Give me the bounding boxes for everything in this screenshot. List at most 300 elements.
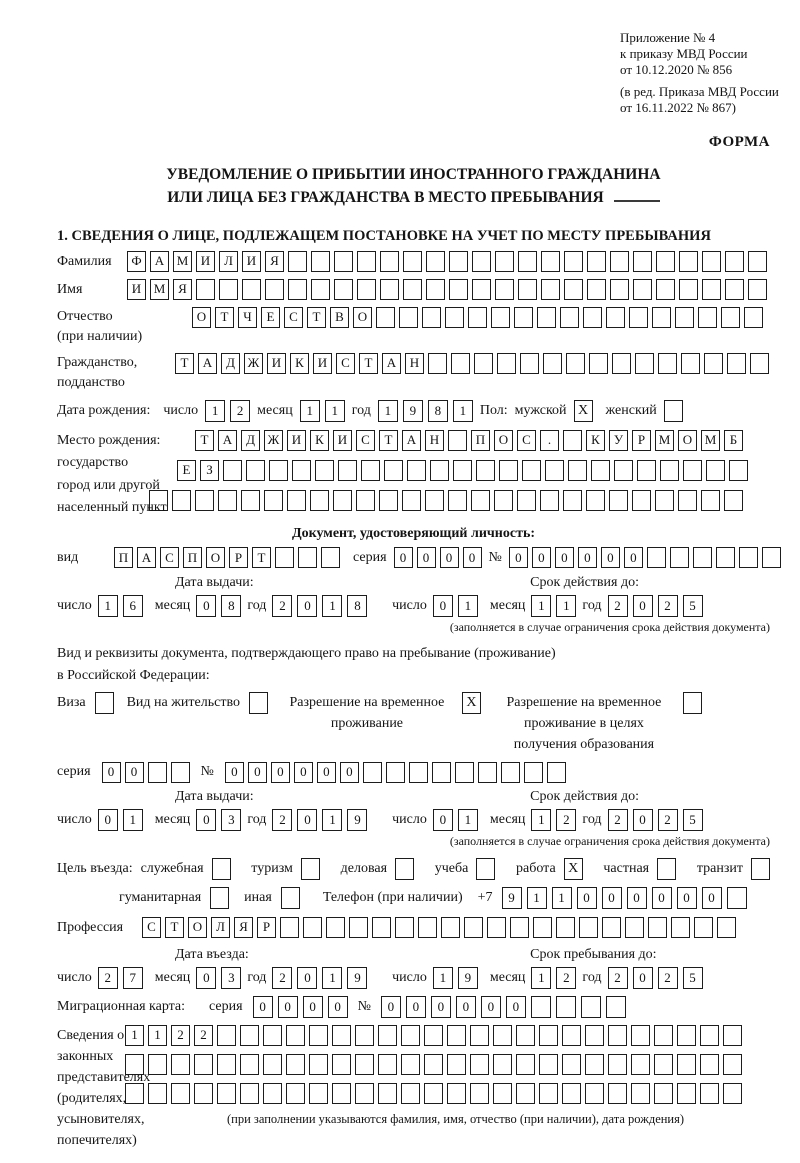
char-cell[interactable] [608,1083,627,1104]
char-cell[interactable]: 0 [481,996,501,1018]
char-cell[interactable]: Т [165,917,184,938]
char-cell[interactable]: К [310,430,329,451]
char-cell[interactable]: 9 [403,400,423,422]
char-cell[interactable] [280,917,299,938]
char-cell[interactable] [407,460,426,481]
char-cell[interactable]: 0 [102,762,121,783]
char-cell[interactable] [418,917,437,938]
char-cell[interactable] [355,1025,374,1046]
char-cell[interactable]: П [471,430,490,451]
char-cell[interactable] [441,917,460,938]
char-cell[interactable]: Т [175,353,194,374]
char-cell[interactable] [700,1083,719,1104]
char-cell[interactable]: 3 [221,967,241,989]
char-cell[interactable]: И [267,353,286,374]
char-cell[interactable]: Д [241,430,260,451]
char-cell[interactable] [581,996,601,1018]
char-cell[interactable] [587,251,606,272]
char-cell[interactable] [694,917,713,938]
char-cell[interactable]: 0 [633,595,653,617]
char-cell[interactable] [679,279,698,300]
char-cell[interactable]: О [188,917,207,938]
char-cell[interactable] [602,917,621,938]
char-cell[interactable] [585,1054,604,1075]
char-cell[interactable]: 0 [253,996,273,1018]
char-cell[interactable]: 0 [98,809,118,831]
char-cell[interactable] [355,1054,374,1075]
char-cell[interactable] [516,1054,535,1075]
char-cell[interactable] [723,1083,742,1104]
char-cell[interactable] [723,1025,742,1046]
char-cell[interactable]: 1 [458,595,478,617]
char-cell[interactable] [499,460,518,481]
char-cell[interactable]: М [150,279,169,300]
char-cell[interactable]: 1 [531,967,551,989]
char-cell[interactable] [591,460,610,481]
char-cell[interactable] [264,490,283,511]
char-cell[interactable] [568,460,587,481]
char-cell[interactable] [476,460,495,481]
char-cell[interactable] [288,279,307,300]
char-cell[interactable] [333,490,352,511]
char-cell[interactable] [562,1025,581,1046]
char-cell[interactable] [449,251,468,272]
char-cell[interactable]: 0 [317,762,336,783]
char-cell[interactable]: 0 [433,595,453,617]
char-cell[interactable] [470,1025,489,1046]
char-cell[interactable] [608,1054,627,1075]
char-cell[interactable] [357,279,376,300]
char-cell[interactable] [654,1025,673,1046]
char-cell[interactable]: 1 [322,967,342,989]
char-cell[interactable] [637,460,656,481]
char-cell[interactable] [424,1054,443,1075]
char-cell[interactable] [585,1083,604,1104]
char-cell[interactable]: 0 [294,762,313,783]
char-cell[interactable] [493,1083,512,1104]
char-cell[interactable]: 0 [578,547,597,568]
char-cell[interactable] [332,1054,351,1075]
char-cell[interactable]: 0 [297,595,317,617]
char-cell[interactable]: Н [425,430,444,451]
char-cell[interactable] [309,1083,328,1104]
char-cell[interactable]: Р [257,917,276,938]
char-cell[interactable] [217,1083,236,1104]
char-cell[interactable] [403,251,422,272]
char-cell[interactable] [700,1054,719,1075]
char-cell[interactable] [338,460,357,481]
char-cell[interactable]: 2 [658,967,678,989]
char-cell[interactable]: 0 [633,967,653,989]
char-cell[interactable] [380,279,399,300]
char-cell[interactable] [472,279,491,300]
char-cell[interactable] [288,251,307,272]
char-cell[interactable]: 2 [608,595,628,617]
char-cell[interactable] [501,762,520,783]
char-cell[interactable] [706,460,725,481]
char-cell[interactable]: 0 [406,996,426,1018]
char-cell[interactable] [453,460,472,481]
char-cell[interactable]: 3 [221,809,241,831]
char-cell[interactable] [702,279,721,300]
char-cell[interactable] [579,917,598,938]
char-cell[interactable]: 0 [196,595,216,617]
char-cell[interactable]: С [356,430,375,451]
char-cell[interactable] [384,460,403,481]
char-cell[interactable] [380,251,399,272]
char-cell[interactable] [379,490,398,511]
char-cell[interactable]: Т [195,430,214,451]
char-cell[interactable] [564,279,583,300]
char-cell[interactable]: 2 [608,967,628,989]
char-cell[interactable] [148,762,167,783]
char-cell[interactable] [315,460,334,481]
char-cell[interactable] [723,1054,742,1075]
char-cell[interactable]: 1 [98,595,118,617]
char-cell[interactable]: Р [229,547,248,568]
char-cell[interactable]: 9 [502,887,522,909]
char-cell[interactable]: 2 [230,400,250,422]
char-cell[interactable] [729,460,748,481]
char-cell[interactable]: 5 [683,809,703,831]
char-cell[interactable] [656,279,675,300]
char-cell[interactable]: Е [177,460,196,481]
education-residence-checkbox[interactable] [683,692,702,714]
char-cell[interactable] [748,279,767,300]
char-cell[interactable] [518,279,537,300]
char-cell[interactable]: П [183,547,202,568]
char-cell[interactable]: 0 [340,762,359,783]
char-cell[interactable]: 0 [652,887,672,909]
char-cell[interactable] [395,917,414,938]
char-cell[interactable]: О [353,307,372,328]
char-cell[interactable] [246,460,265,481]
char-cell[interactable]: 0 [463,547,482,568]
char-cell[interactable] [541,279,560,300]
char-cell[interactable] [648,917,667,938]
char-cell[interactable]: 0 [431,996,451,1018]
char-cell[interactable]: 1 [125,1025,144,1046]
char-cell[interactable] [493,1054,512,1075]
char-cell[interactable] [148,1054,167,1075]
char-cell[interactable] [563,490,582,511]
char-cell[interactable] [472,251,491,272]
char-cell[interactable]: И [333,430,352,451]
char-cell[interactable]: А [137,547,156,568]
char-cell[interactable]: 8 [428,400,448,422]
char-cell[interactable] [539,1083,558,1104]
char-cell[interactable] [610,251,629,272]
char-cell[interactable] [148,1083,167,1104]
char-cell[interactable]: 8 [347,595,367,617]
char-cell[interactable] [449,279,468,300]
char-cell[interactable]: Р [632,430,651,451]
char-cell[interactable] [287,490,306,511]
char-cell[interactable] [725,279,744,300]
char-cell[interactable]: 1 [531,595,551,617]
char-cell[interactable] [409,762,428,783]
char-cell[interactable] [545,460,564,481]
char-cell[interactable]: 1 [148,1025,167,1046]
char-cell[interactable] [721,307,740,328]
char-cell[interactable] [447,1025,466,1046]
char-cell[interactable]: 2 [194,1025,213,1046]
char-cell[interactable] [633,251,652,272]
char-cell[interactable]: 2 [272,967,292,989]
char-cell[interactable] [677,1083,696,1104]
char-cell[interactable]: 2 [272,595,292,617]
char-cell[interactable]: 0 [303,996,323,1018]
purpose-humanitarian-checkbox[interactable] [210,887,229,909]
visa-checkbox[interactable] [95,692,114,714]
char-cell[interactable]: Т [215,307,234,328]
purpose-private-checkbox[interactable] [657,858,676,880]
char-cell[interactable]: М [655,430,674,451]
char-cell[interactable] [702,251,721,272]
char-cell[interactable]: И [287,430,306,451]
char-cell[interactable] [349,917,368,938]
char-cell[interactable]: 1 [453,400,473,422]
char-cell[interactable] [311,279,330,300]
char-cell[interactable]: С [142,917,161,938]
char-cell[interactable] [195,490,214,511]
char-cell[interactable] [448,430,467,451]
char-cell[interactable] [660,460,679,481]
char-cell[interactable]: Л [219,251,238,272]
char-cell[interactable] [355,1083,374,1104]
char-cell[interactable] [402,490,421,511]
char-cell[interactable] [422,307,441,328]
char-cell[interactable]: 1 [325,400,345,422]
char-cell[interactable]: 1 [322,595,342,617]
char-cell[interactable]: В [330,307,349,328]
char-cell[interactable] [541,251,560,272]
char-cell[interactable] [386,762,405,783]
char-cell[interactable]: З [200,460,219,481]
char-cell[interactable] [725,251,744,272]
char-cell[interactable]: 2 [98,967,118,989]
purpose-other-checkbox[interactable] [281,887,300,909]
char-cell[interactable]: 0 [440,547,459,568]
char-cell[interactable] [447,1083,466,1104]
char-cell[interactable]: 1 [458,809,478,831]
char-cell[interactable] [218,490,237,511]
char-cell[interactable] [310,490,329,511]
char-cell[interactable] [585,1025,604,1046]
char-cell[interactable]: 1 [552,887,572,909]
char-cell[interactable] [681,353,700,374]
residence-permit-checkbox[interactable] [249,692,268,714]
char-cell[interactable] [321,547,340,568]
char-cell[interactable] [701,490,720,511]
char-cell[interactable] [432,762,451,783]
char-cell[interactable]: 6 [123,595,143,617]
char-cell[interactable] [309,1025,328,1046]
char-cell[interactable]: 0 [456,996,476,1018]
char-cell[interactable]: Е [261,307,280,328]
char-cell[interactable] [401,1025,420,1046]
char-cell[interactable]: 8 [221,595,241,617]
char-cell[interactable] [654,1054,673,1075]
char-cell[interactable] [748,251,767,272]
char-cell[interactable] [652,307,671,328]
char-cell[interactable]: 1 [322,809,342,831]
char-cell[interactable] [727,887,747,909]
char-cell[interactable] [309,1054,328,1075]
char-cell[interactable] [675,307,694,328]
char-cell[interactable] [606,307,625,328]
char-cell[interactable] [334,279,353,300]
char-cell[interactable] [658,353,677,374]
char-cell[interactable]: Н [405,353,424,374]
char-cell[interactable] [430,460,449,481]
char-cell[interactable] [265,279,284,300]
char-cell[interactable] [241,490,260,511]
char-cell[interactable] [608,1025,627,1046]
char-cell[interactable] [471,490,490,511]
char-cell[interactable] [286,1054,305,1075]
char-cell[interactable] [516,1025,535,1046]
char-cell[interactable]: 0 [702,887,722,909]
char-cell[interactable] [470,1083,489,1104]
char-cell[interactable]: 9 [347,809,367,831]
char-cell[interactable]: 0 [125,762,144,783]
char-cell[interactable]: М [701,430,720,451]
char-cell[interactable] [583,307,602,328]
purpose-work-checkbox[interactable]: X [564,858,583,880]
char-cell[interactable] [556,917,575,938]
char-cell[interactable] [376,307,395,328]
char-cell[interactable] [683,460,702,481]
char-cell[interactable] [451,353,470,374]
char-cell[interactable] [448,490,467,511]
char-cell[interactable] [401,1054,420,1075]
char-cell[interactable] [589,353,608,374]
char-cell[interactable]: Б [724,430,743,451]
char-cell[interactable] [378,1083,397,1104]
char-cell[interactable] [495,251,514,272]
char-cell[interactable] [739,547,758,568]
char-cell[interactable] [677,1025,696,1046]
char-cell[interactable]: 0 [225,762,244,783]
char-cell[interactable] [654,1083,673,1104]
char-cell[interactable] [447,1054,466,1075]
char-cell[interactable] [263,1054,282,1075]
char-cell[interactable]: И [242,251,261,272]
char-cell[interactable] [455,762,474,783]
purpose-official-checkbox[interactable] [212,858,231,880]
char-cell[interactable]: К [586,430,605,451]
char-cell[interactable] [470,1054,489,1075]
char-cell[interactable]: С [284,307,303,328]
char-cell[interactable]: 2 [556,967,576,989]
char-cell[interactable]: 0 [624,547,643,568]
char-cell[interactable] [361,460,380,481]
char-cell[interactable] [240,1083,259,1104]
char-cell[interactable] [357,251,376,272]
char-cell[interactable] [194,1054,213,1075]
char-cell[interactable] [399,307,418,328]
char-cell[interactable]: 0 [297,967,317,989]
char-cell[interactable] [670,547,689,568]
char-cell[interactable]: 0 [278,996,298,1018]
char-cell[interactable] [693,547,712,568]
char-cell[interactable]: Ф [127,251,146,272]
char-cell[interactable] [356,490,375,511]
char-cell[interactable] [625,917,644,938]
char-cell[interactable] [533,917,552,938]
char-cell[interactable] [332,1083,351,1104]
purpose-study-checkbox[interactable] [476,858,495,880]
char-cell[interactable] [609,490,628,511]
char-cell[interactable]: 1 [527,887,547,909]
char-cell[interactable] [679,251,698,272]
temporary-residence-checkbox[interactable]: X [462,692,481,714]
char-cell[interactable] [678,490,697,511]
char-cell[interactable]: 1 [300,400,320,422]
char-cell[interactable] [518,251,537,272]
char-cell[interactable] [677,1054,696,1075]
char-cell[interactable] [334,251,353,272]
char-cell[interactable]: Л [211,917,230,938]
char-cell[interactable]: 0 [509,547,528,568]
char-cell[interactable]: А [402,430,421,451]
char-cell[interactable]: 9 [347,967,367,989]
char-cell[interactable] [556,996,576,1018]
char-cell[interactable] [298,547,317,568]
char-cell[interactable] [196,279,215,300]
char-cell[interactable]: А [198,353,217,374]
char-cell[interactable] [494,490,513,511]
char-cell[interactable]: П [114,547,133,568]
char-cell[interactable] [171,1054,190,1075]
char-cell[interactable] [510,917,529,938]
char-cell[interactable]: 0 [601,547,620,568]
char-cell[interactable] [635,353,654,374]
purpose-business-checkbox[interactable] [395,858,414,880]
char-cell[interactable]: С [336,353,355,374]
char-cell[interactable]: 0 [555,547,574,568]
char-cell[interactable] [292,460,311,481]
char-cell[interactable]: 0 [627,887,647,909]
char-cell[interactable] [750,353,769,374]
char-cell[interactable] [587,279,606,300]
char-cell[interactable] [524,762,543,783]
char-cell[interactable] [425,490,444,511]
char-cell[interactable] [762,547,781,568]
char-cell[interactable]: О [494,430,513,451]
char-cell[interactable] [610,279,629,300]
char-cell[interactable] [539,1025,558,1046]
char-cell[interactable] [378,1054,397,1075]
char-cell[interactable]: 2 [608,809,628,831]
char-cell[interactable] [540,490,559,511]
char-cell[interactable]: 0 [677,887,697,909]
char-cell[interactable] [487,917,506,938]
char-cell[interactable] [445,307,464,328]
char-cell[interactable] [401,1083,420,1104]
char-cell[interactable] [656,251,675,272]
char-cell[interactable]: 2 [272,809,292,831]
char-cell[interactable] [516,1083,535,1104]
char-cell[interactable]: 0 [417,547,436,568]
char-cell[interactable] [744,307,763,328]
char-cell[interactable]: Т [307,307,326,328]
char-cell[interactable]: 0 [248,762,267,783]
char-cell[interactable] [547,762,566,783]
char-cell[interactable] [403,279,422,300]
char-cell[interactable] [629,307,648,328]
